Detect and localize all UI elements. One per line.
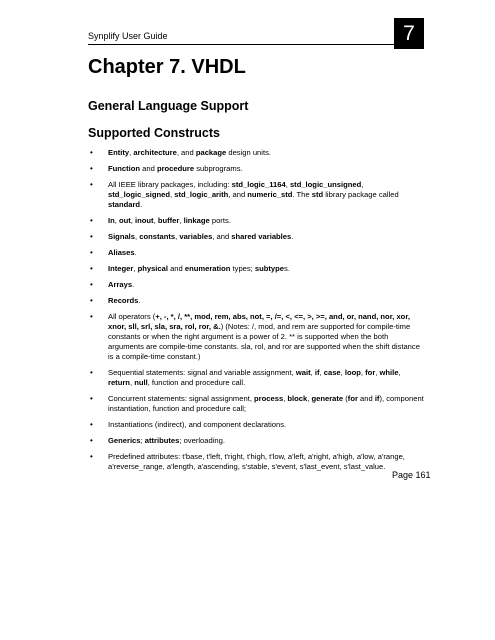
text-run: ,: [319, 368, 324, 377]
bullet-item: [88, 296, 424, 306]
header-rule: [88, 44, 394, 45]
bold-term: if: [374, 394, 380, 403]
text-run: ,: [179, 216, 184, 225]
text-run: , and: [212, 232, 232, 241]
text-run: Predefined attributes: t'base, t'left, t'right, t'high, t'low, a'left, a'right, a'high, a'low, a'range, a'reverse_range, a'length, a'ascending, s'stable, s'event, s'last_event, s'last_value.: [108, 452, 405, 471]
text-run: All operators (: [108, 312, 156, 321]
bold-term: linkage: [183, 216, 210, 225]
bullet-dot-icon: •: [90, 232, 93, 241]
text-run: ,: [375, 368, 380, 377]
text-run: (: [343, 394, 348, 403]
text-run: .: [291, 232, 294, 241]
bold-term: attributes: [144, 436, 180, 445]
bold-term: loop: [344, 368, 361, 377]
bold-term: enumeration: [184, 264, 231, 273]
bold-term: Aliases: [108, 248, 135, 257]
bullet-item: [88, 368, 424, 388]
bold-term: std_logic_signed: [108, 190, 171, 199]
text-run: ,: [130, 216, 136, 225]
text-run: design units.: [226, 148, 271, 157]
bold-term: shared variables: [231, 232, 292, 241]
bold-term: std: [311, 190, 324, 199]
text-run: ,: [398, 368, 401, 377]
text-run: and: [357, 394, 375, 403]
text-run: Sequential statements: signal and variable assignment,: [108, 368, 296, 377]
bullet-dot-icon: •: [90, 436, 93, 445]
bold-term: inout: [135, 216, 154, 225]
page-number: Page 161: [392, 470, 431, 480]
bold-term: numeric_std: [247, 190, 293, 199]
text-run: ,: [340, 368, 345, 377]
text-run: All IEEE library packages, including:: [108, 180, 232, 189]
text-run: ,: [285, 180, 290, 189]
bold-term: Records: [108, 296, 139, 305]
bullet-dot-icon: •: [90, 296, 93, 305]
text-run: ,: [175, 232, 180, 241]
text-run: ,: [310, 368, 315, 377]
subsection-title: Supported Constructs: [88, 126, 220, 140]
bold-term: Entity: [108, 148, 130, 157]
text-run: ) (Notes: /, mod, and rem are supported for compile-time constants or when the right argument is a power of 2. ** is supported when the both arguments are compile-time constants. sla, rol, and ror are supported when the shift distance is a compile-time constant.): [108, 322, 420, 361]
bold-term: for: [347, 394, 358, 403]
bullet-dot-icon: •: [90, 248, 93, 257]
text-run: and: [167, 264, 185, 273]
bullet-item: [88, 148, 424, 158]
bullet-dot-icon: •: [90, 164, 93, 173]
bold-term: constants: [139, 232, 176, 241]
text-run: .: [140, 200, 143, 209]
bullet-item: [88, 180, 424, 210]
bold-term: null: [134, 378, 148, 387]
bullet-item: [88, 248, 424, 258]
bullet-item: [88, 164, 424, 174]
text-run: ,: [307, 394, 312, 403]
text-run: ,: [129, 148, 134, 157]
bullet-item: [88, 436, 424, 446]
text-run: types;: [230, 264, 255, 273]
bullet-dot-icon: •: [90, 420, 93, 429]
text-run: ,: [360, 368, 366, 377]
text-run: ,: [153, 216, 158, 225]
bold-term: procedure: [156, 164, 195, 173]
bold-term: block: [287, 394, 308, 403]
bullet-dot-icon: •: [90, 312, 93, 321]
bullet-dot-icon: •: [90, 216, 93, 225]
bold-term: Generics: [108, 436, 141, 445]
chapter-title: Chapter 7. VHDL: [88, 56, 246, 78]
bold-term: for: [365, 368, 376, 377]
bold-term: physical: [137, 264, 168, 273]
bullet-item: [88, 394, 424, 414]
text-run: ), component instantiation, function and procedure call;: [108, 394, 424, 413]
text-run: ,: [283, 394, 288, 403]
bold-term: variables: [179, 232, 213, 241]
bold-term: return: [108, 378, 130, 387]
bullet-dot-icon: •: [90, 394, 93, 403]
bullet-item: [88, 312, 424, 362]
bullet-list: [88, 148, 424, 478]
bold-term: process: [254, 394, 284, 403]
text-run: .: [138, 296, 141, 305]
bold-term: package: [195, 148, 227, 157]
bold-term: architecture: [133, 148, 177, 157]
text-run: ,: [361, 180, 364, 189]
bold-term: while: [379, 368, 399, 377]
text-run: Instantiations (indirect), and component declarations.: [108, 420, 287, 429]
text-run: . The: [292, 190, 312, 199]
text-run: ;: [140, 436, 145, 445]
bold-term: standard: [108, 200, 141, 209]
bold-term: std_logic_arith: [174, 190, 229, 199]
bullet-dot-icon: •: [90, 452, 93, 461]
bullet-item: [88, 216, 424, 226]
text-run: ,: [133, 264, 138, 273]
bold-term: Function: [108, 164, 141, 173]
bold-term: Arrays: [108, 280, 133, 289]
bold-term: buffer: [157, 216, 180, 225]
text-run: .: [134, 248, 137, 257]
text-run: ,: [129, 378, 135, 387]
bold-term: subtype: [254, 264, 285, 273]
text-run: and: [140, 164, 157, 173]
text-run: , and: [228, 190, 248, 199]
text-run: ports.: [209, 216, 231, 225]
bullet-dot-icon: •: [90, 368, 93, 377]
bullet-dot-icon: •: [90, 280, 93, 289]
bold-term: In: [108, 216, 115, 225]
bullet-item: [88, 264, 424, 274]
bullet-item: [88, 232, 424, 242]
bold-term: out: [118, 216, 131, 225]
bullet-item: [88, 420, 424, 430]
text-run: , and: [176, 148, 196, 157]
bold-term: case: [323, 368, 341, 377]
chapter-number-tab: 7: [394, 18, 424, 49]
section-title: General Language Support: [88, 99, 249, 113]
bold-term: generate: [311, 394, 344, 403]
bullet-dot-icon: •: [90, 180, 93, 189]
bullet-item: [88, 452, 424, 472]
bold-term: std_logic_unsigned: [289, 180, 362, 189]
running-header: Synplify User Guide: [88, 31, 168, 41]
text-run: Concurrent statements: signal assignment,: [108, 394, 255, 403]
text-run: library package called: [323, 190, 399, 199]
bold-term: std_logic_1164: [231, 180, 286, 189]
text-run: subprograms.: [194, 164, 243, 173]
bullet-item: [88, 280, 424, 290]
text-run: , function and procedure call.: [147, 378, 246, 387]
bold-term: Integer: [108, 264, 134, 273]
text-run: .: [132, 280, 135, 289]
bullet-dot-icon: •: [90, 264, 93, 273]
bold-term: +, -, *, /, **, mod, rem, abs, not, =, /=, <, <=, >, >=, and, or, nand, nor, xor, xnor, sll, srl, sla, sra, rol, ror, &.: [108, 312, 410, 331]
text-run: s.: [284, 264, 290, 273]
bold-term: if: [314, 368, 320, 377]
text-run: ,: [114, 216, 119, 225]
bullet-dot-icon: •: [90, 148, 93, 157]
text-run: ,: [135, 232, 140, 241]
text-run: ; overloading.: [179, 436, 225, 445]
text-run: ,: [170, 190, 175, 199]
bold-term: Signals: [108, 232, 136, 241]
bold-term: wait: [295, 368, 311, 377]
